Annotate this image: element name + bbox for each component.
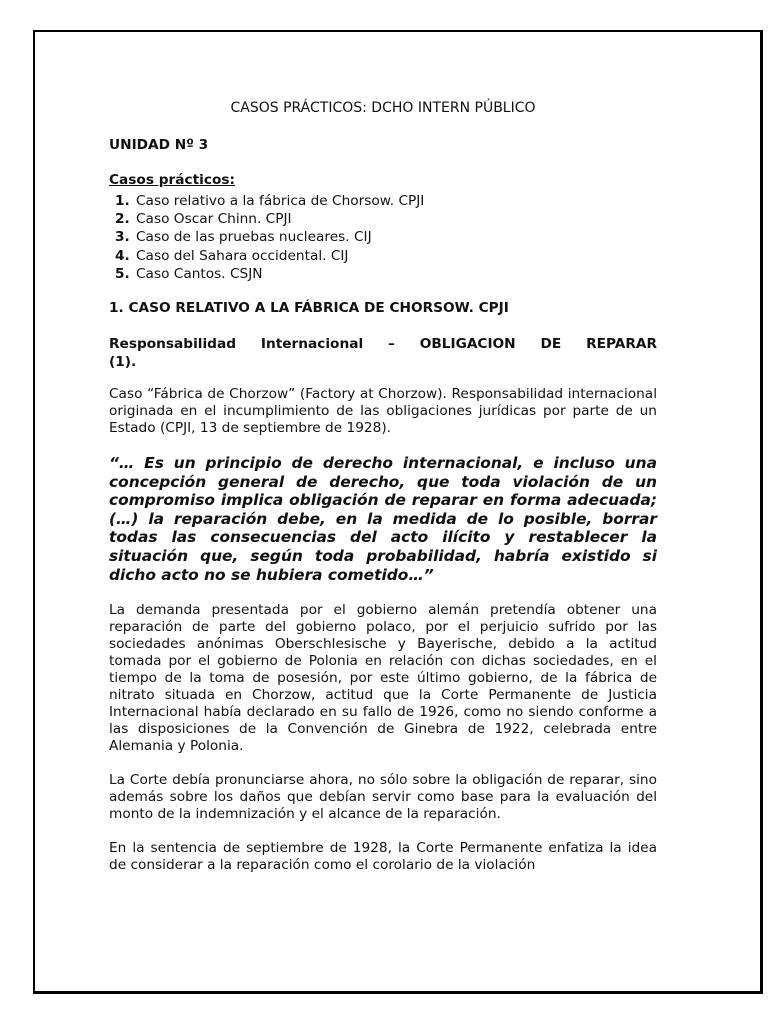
case-number: 4.	[115, 247, 130, 264]
sentence-paragraph: En la sentencia de septiembre de 1928, la Corte Permanente enfatiza la idea de considerar a la reparación como el corolario de la violación	[109, 840, 657, 874]
list-item	[115, 192, 657, 210]
cases-heading: Casos prácticos:	[109, 172, 236, 188]
court-paragraph: La Corte debía pronunciarse ahora, no sólo sobre la obligación de reparar, sino además sobre los daños que debían servir como base para la evaluación del monto de la indemnización y el alcance de la reparación.	[109, 772, 657, 823]
unit-heading: UNIDAD Nº 3	[109, 137, 209, 153]
case-number: 1.	[115, 193, 130, 209]
subsection-title: Responsabilidad Internacional – OBLIGACION DE REPARAR	[109, 336, 657, 353]
case-number: 2.	[115, 211, 130, 228]
case-text: Caso del Sahara occidental. CIJ	[136, 247, 349, 264]
document-title: CASOS PRÁCTICOS: DCHO INTERN PÚBLICO	[230, 100, 536, 116]
case-text: Caso Oscar Chinn. CPJI	[136, 211, 292, 228]
case-text: Caso de las pruebas nucleares. CIJ	[136, 229, 372, 246]
document-body	[109, 100, 657, 874]
intro-paragraph: Caso “Fábrica de Chorzow” (Factory at Chorzow). Responsabilidad internacional originada en el incumplimiento de las obligaciones jurídicas por parte de un Estado (CPJI, 13 de septiembre de 1928).	[109, 386, 657, 437]
list-item	[115, 247, 657, 265]
subsection-title-continuation: (1).	[109, 354, 137, 371]
case-text: Caso Cantos. CSJN	[136, 265, 263, 282]
case-list	[109, 192, 657, 283]
case-number: 5.	[115, 265, 130, 282]
section-title: 1. CASO RELATIVO A LA FÁBRICA DE CHORSOW. CPJI	[109, 300, 509, 317]
list-item	[115, 228, 657, 246]
court-quote: “… Es un principio de derecho internacional, e incluso una concepción general de derecho, que toda violación de un compromiso implica obligación de reparar en forma adecuada; (…) la reparación debe, en la medida de lo posible, borrar todas las consecuencias del acto ilícito y restablecer la situación que, según toda probabilidad, habría existido si dicho acto no se hubiera cometido…”	[109, 454, 657, 584]
case-number: 3.	[115, 229, 130, 246]
list-item	[115, 210, 657, 228]
demand-paragraph: La demanda presentada por el gobierno alemán pretendía obtener una reparación de parte del gobierno polaco, por el perjuicio sufrido por las sociedades anónimas Oberschlesische y Bayerische, debido a la actitud tomada por el gobierno de Polonia en relación con dichas sociedades, en el tiempo de la toma de posesión, por este último gobierno, de la fábrica de nitrato situada en Chorzow, actitud que la Corte Permanente de Justicia Internacional había declarado en su fallo de 1926, como no siendo conforme a las disposiciones de la Convención de Ginebra de 1922, celebrada entre Alemania y Polonia.	[109, 602, 657, 755]
case-text: Caso relativo a la fábrica de Chorsow. CPJI	[136, 193, 425, 209]
list-item	[115, 265, 657, 283]
